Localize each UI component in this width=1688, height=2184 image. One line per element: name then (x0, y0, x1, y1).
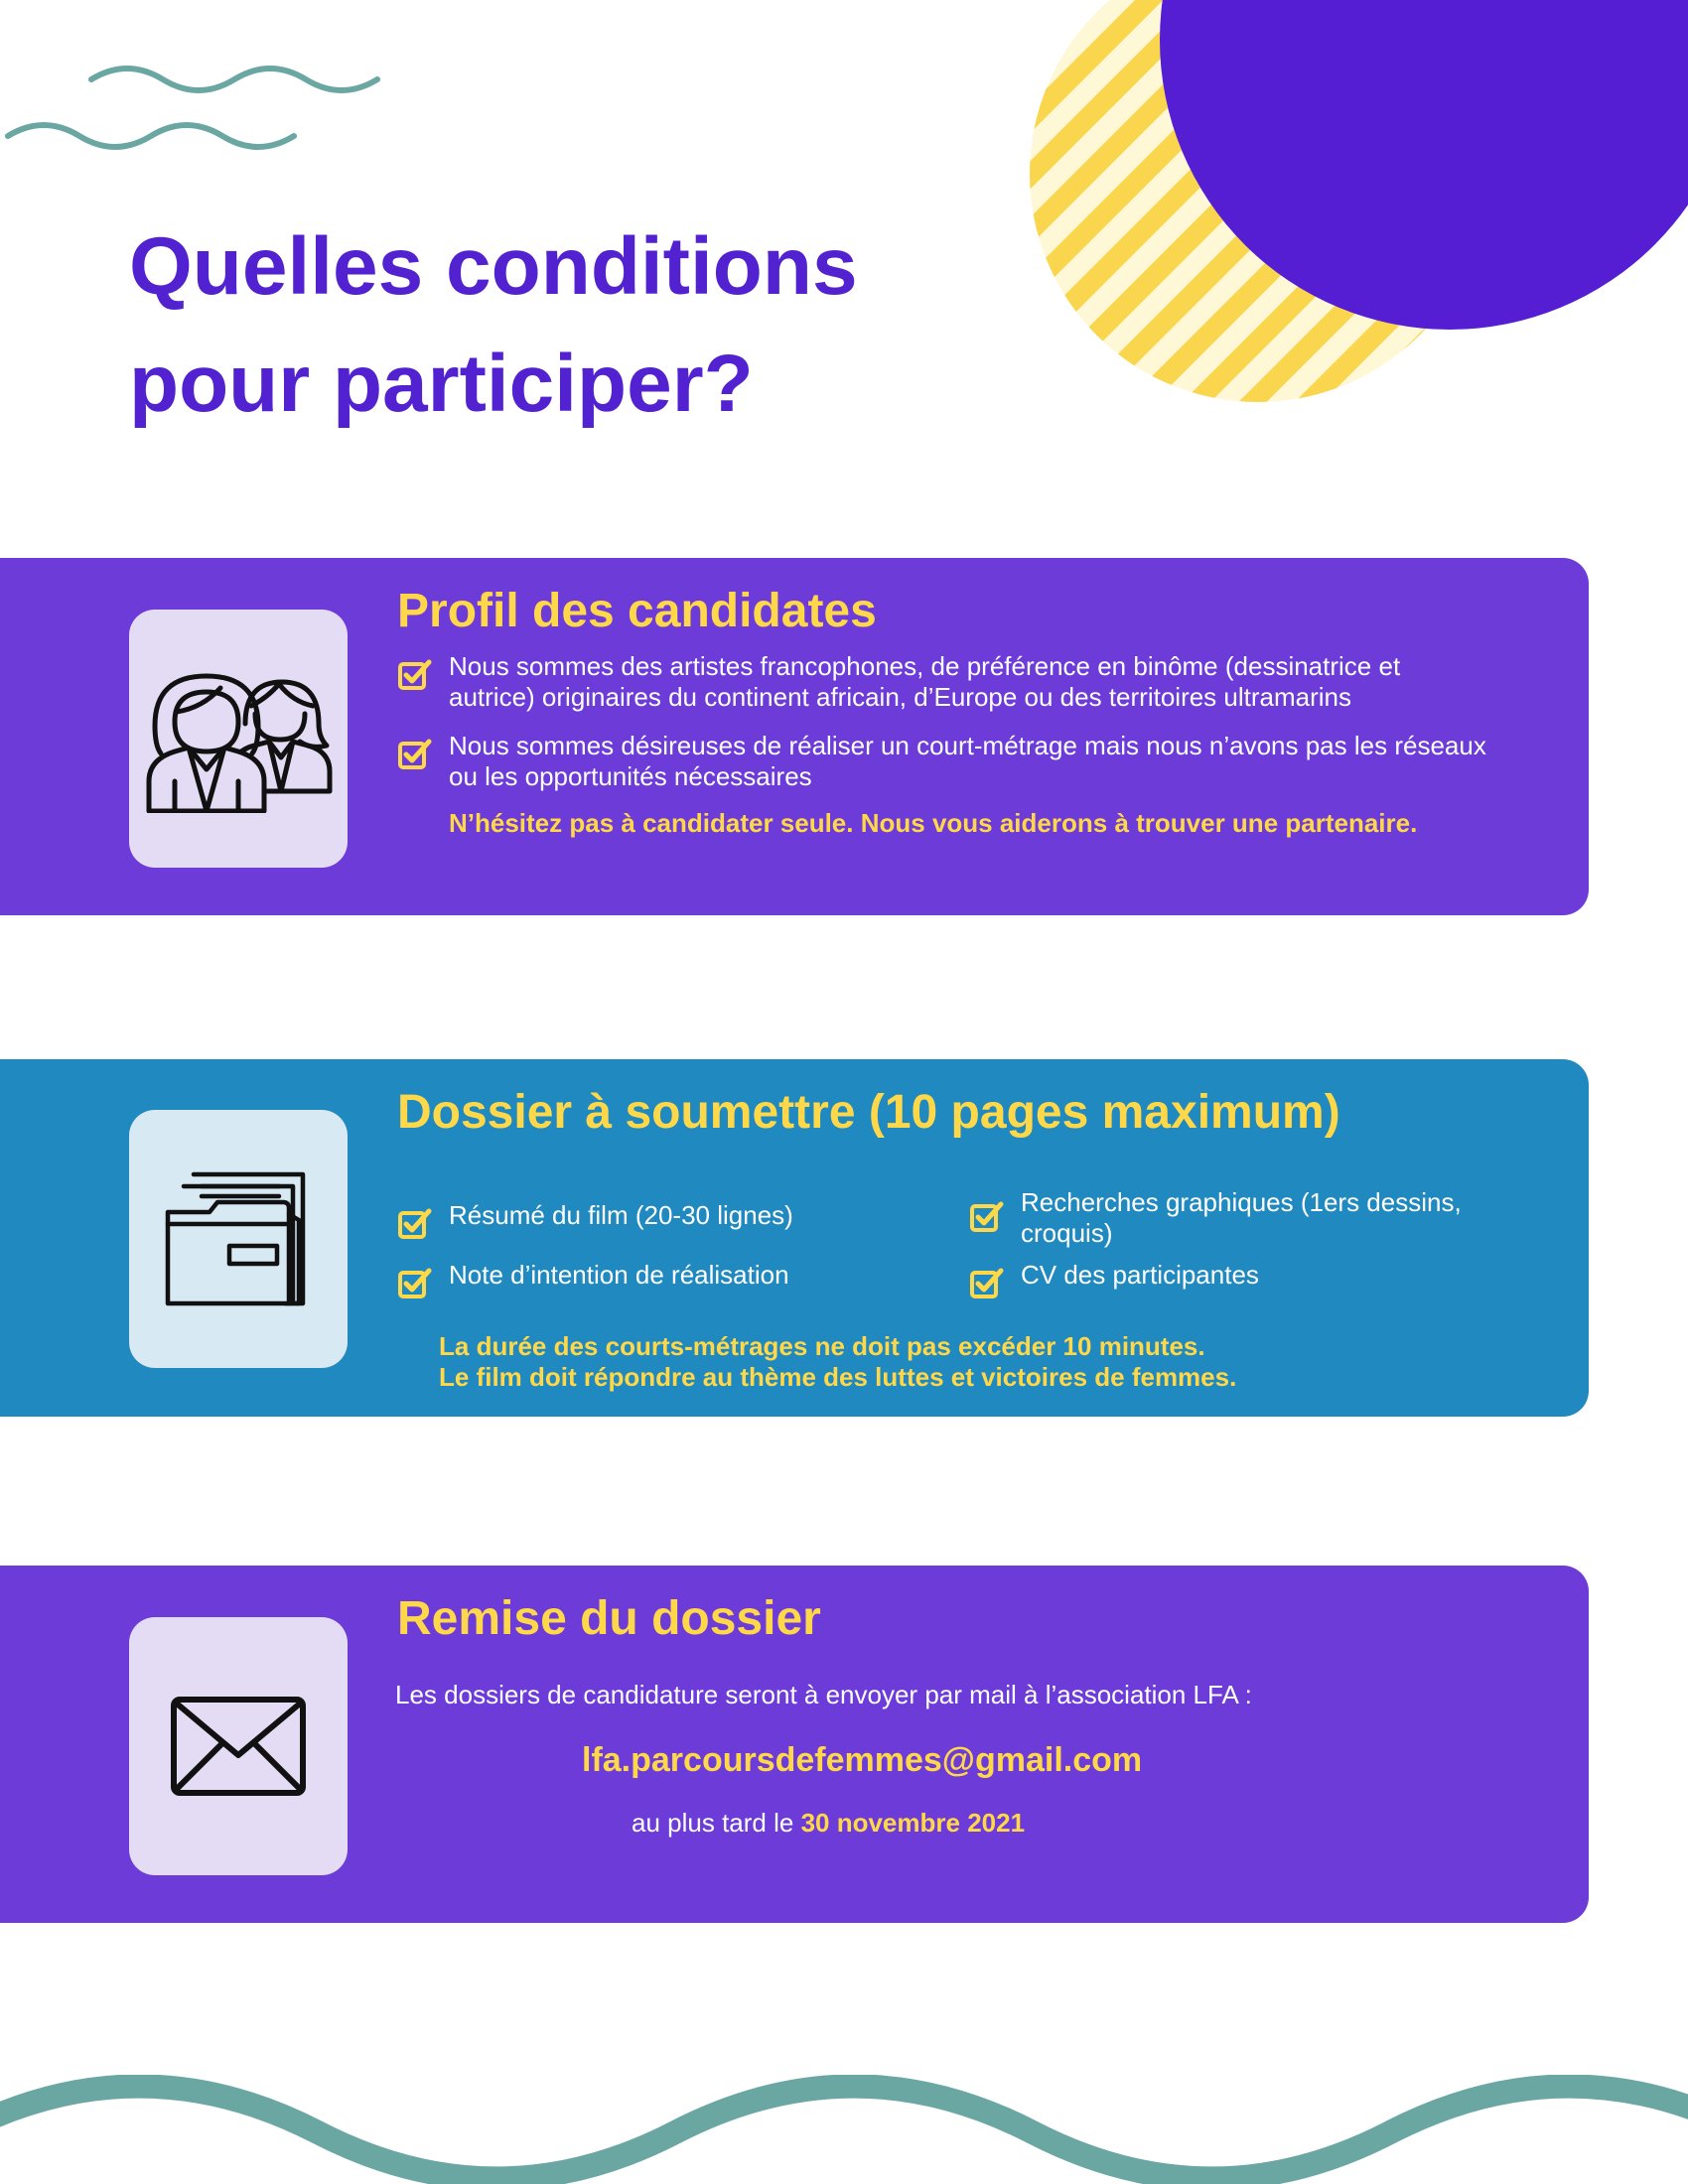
checkbox-checked-icon (397, 1206, 433, 1242)
dossier-heading: Dossier à soumettre (10 pages maximum) (397, 1086, 1340, 1139)
dossier-note-line-2: Le film doit répondre au thème des luttes et victoires de femmes. (439, 1362, 1237, 1392)
dossier-item-resume-text: Résumé du film (20-30 lignes) (449, 1200, 793, 1230)
dossier-item-note-intention-text: Note d’intention de réalisation (449, 1260, 789, 1290)
remise-icon-box (129, 1617, 348, 1875)
profil-item-artistes-line-2: autrice) originaires du continent africain, d’Europe ou des territoires ultramarins (449, 682, 1351, 712)
dossier-item-recherches-line-1: Recherches graphiques (1ers dessins, (1021, 1187, 1462, 1217)
dossier-item-cv-text: CV des participantes (1021, 1260, 1259, 1290)
remise-card (0, 1566, 1589, 1923)
checkbox-checked-icon (969, 1266, 1005, 1301)
checkbox-checked-icon (397, 737, 433, 772)
profil-icon-box (129, 610, 348, 868)
envelope-icon (169, 1692, 308, 1801)
folder-icon (164, 1164, 313, 1313)
deadline-date: 30 novembre 2021 (800, 1808, 1026, 1838)
profil-heading: Profil des candidates (397, 585, 877, 637)
page-title (129, 208, 858, 443)
dossier-item-resume (397, 1200, 953, 1242)
dossier-item-cv (969, 1260, 1565, 1301)
remise-heading: Remise du dossier (397, 1592, 821, 1645)
profil-item-court-metrage-line-1: Nous sommes désireuses de réaliser un court-métrage mais nous n’avons pas les réseaux (449, 731, 1486, 760)
dossier-item-recherches (969, 1187, 1565, 1249)
profil-card (0, 558, 1589, 915)
profil-item-artistes-line-1: Nous sommes des artistes francophones, de préférence en binôme (dessinatrice et (449, 651, 1401, 681)
profil-item-court-metrage-line-2: ou les opportunités nécessaires (449, 761, 812, 791)
profil-item-court-metrage-text (449, 731, 1486, 792)
profil-note: N’hésitez pas à candidater seule. Nous vous aiderons à trouver une partenaire. (449, 808, 1418, 838)
dossier-note-line-1: La durée des courts-métrages ne doit pas excéder 10 minutes. (439, 1331, 1205, 1361)
dossier-item-recherches-text (1021, 1187, 1462, 1249)
dossier-icon-box (129, 1110, 348, 1368)
checkbox-checked-icon (397, 1266, 433, 1301)
striped-circle-decoration (1023, 0, 1688, 417)
wave-decoration-bottom (0, 2075, 1688, 2184)
profil-item-artistes-text (449, 651, 1400, 713)
profil-item-artistes (397, 651, 1569, 713)
dossier-item-recherches-line-2: croquis) (1021, 1218, 1113, 1248)
two-women-icon (139, 664, 338, 813)
profil-item-court-metrage (397, 731, 1569, 792)
dossier-note (439, 1331, 1236, 1393)
checkbox-checked-icon (969, 1199, 1005, 1235)
checkbox-checked-icon (397, 657, 433, 693)
dossier-card (0, 1059, 1589, 1417)
page-title-line-2: pour participer? (129, 339, 754, 429)
wave-decoration-top (0, 0, 397, 169)
deadline-prefix: au plus tard le (632, 1808, 801, 1838)
dossier-item-note-intention (397, 1260, 953, 1301)
remise-deadline (632, 1806, 1025, 1840)
remise-text: Les dossiers de candidature seront à envoyer par mail à l’association LFA : (395, 1680, 1252, 1709)
page-title-line-1: Quelles conditions (129, 221, 858, 312)
contact-email[interactable]: lfa.parcoursdefemmes@gmail.com (582, 1741, 1143, 1779)
